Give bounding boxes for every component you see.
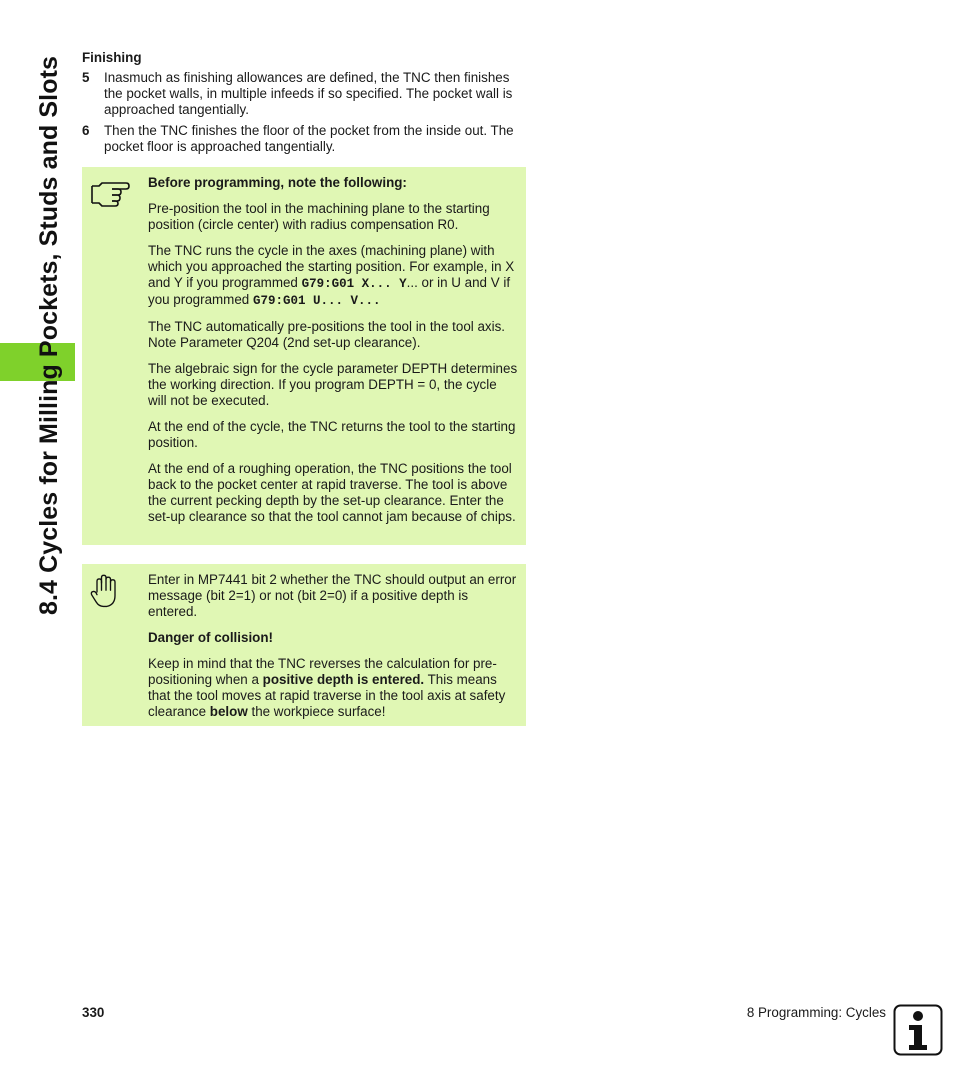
step-text: Inasmuch as finishing allowances are defined, the TNC then finishes the pocket walls, in multiple infeeds if so specified. The pocket wall is approached tangentially. [104, 70, 513, 117]
code-snippet: G79:G01 U... V... [252, 294, 381, 308]
step-number: 6 [82, 123, 90, 138]
note-paragraph: Enter in MP7441 bit 2 whether the TNC should output an error message (bit 2=1) or not (bit 2=0) if a positive depth is entered. [148, 572, 517, 619]
step-item [82, 70, 528, 118]
footer-chapter: 8 Programming: Cycles [746, 1005, 886, 1020]
note-paragraph: At the end of the cycle, the TNC returns the tool to the starting position. [148, 419, 516, 450]
danger-heading: Danger of collision! [148, 630, 273, 645]
pointing-hand-icon [90, 175, 130, 215]
note-paragraph: The TNC automatically pre-positions the tool in the tool axis. Note Parameter Q204 (2nd set-up clearance). [148, 319, 506, 350]
text-run: Keep in mind that the TNC reverses the calculation for pre-positioning when a [148, 656, 497, 687]
page-number: 330 [82, 1005, 105, 1020]
step-item [82, 123, 528, 155]
note-body [148, 572, 518, 730]
note-paragraph: The algebraic sign for the cycle parameter DEPTH determines the working direction. If you program DEPTH = 0, the cycle will not be executed. [148, 361, 518, 408]
warning-note-box [82, 564, 526, 726]
code-snippet: G79:G01 X... Y [301, 277, 407, 291]
text-run: This means that the tool moves at rapid traverse in the tool axis at safety clearance [148, 672, 506, 719]
step-text: Then the TNC finishes the floor of the pocket from the inside out. The pocket floor is approached tangentially. [104, 123, 514, 154]
section-heading: Finishing [82, 50, 142, 65]
note-paragraph: At the end of a roughing operation, the TNC positions the tool back to the pocket center at rapid traverse. The tool is above the current pecking depth by the set-up clearance. Enter the set-up clearance so that the tool cannot jam because of chips. [148, 461, 516, 524]
main-content [82, 49, 528, 160]
programming-note-box [82, 167, 526, 545]
note-paragraph [148, 243, 518, 309]
chapter-sidebar-title: 8.4 Cycles for Milling Pockets, Studs and Slots [35, 55, 63, 615]
emphasis-text: below [209, 704, 248, 719]
warning-hand-icon [88, 574, 124, 610]
note-body [148, 175, 518, 535]
emphasis-text: positive depth is entered. [262, 672, 425, 687]
text-run: the workpiece surface! [247, 704, 386, 719]
info-icon [893, 1004, 943, 1056]
text-run: ... or in U and V if you programmed [148, 275, 511, 307]
note-paragraph: Pre-position the tool in the machining plane to the starting position (circle center) with radius compensation R0. [148, 201, 490, 232]
note-title: Before programming, note the following: [148, 175, 407, 190]
text-run: The TNC runs the cycle in the axes (machining plane) with which you approached the starting position. For example, in X and Y if you programmed [148, 243, 515, 290]
step-number: 5 [82, 70, 90, 85]
note-paragraph [148, 656, 518, 720]
